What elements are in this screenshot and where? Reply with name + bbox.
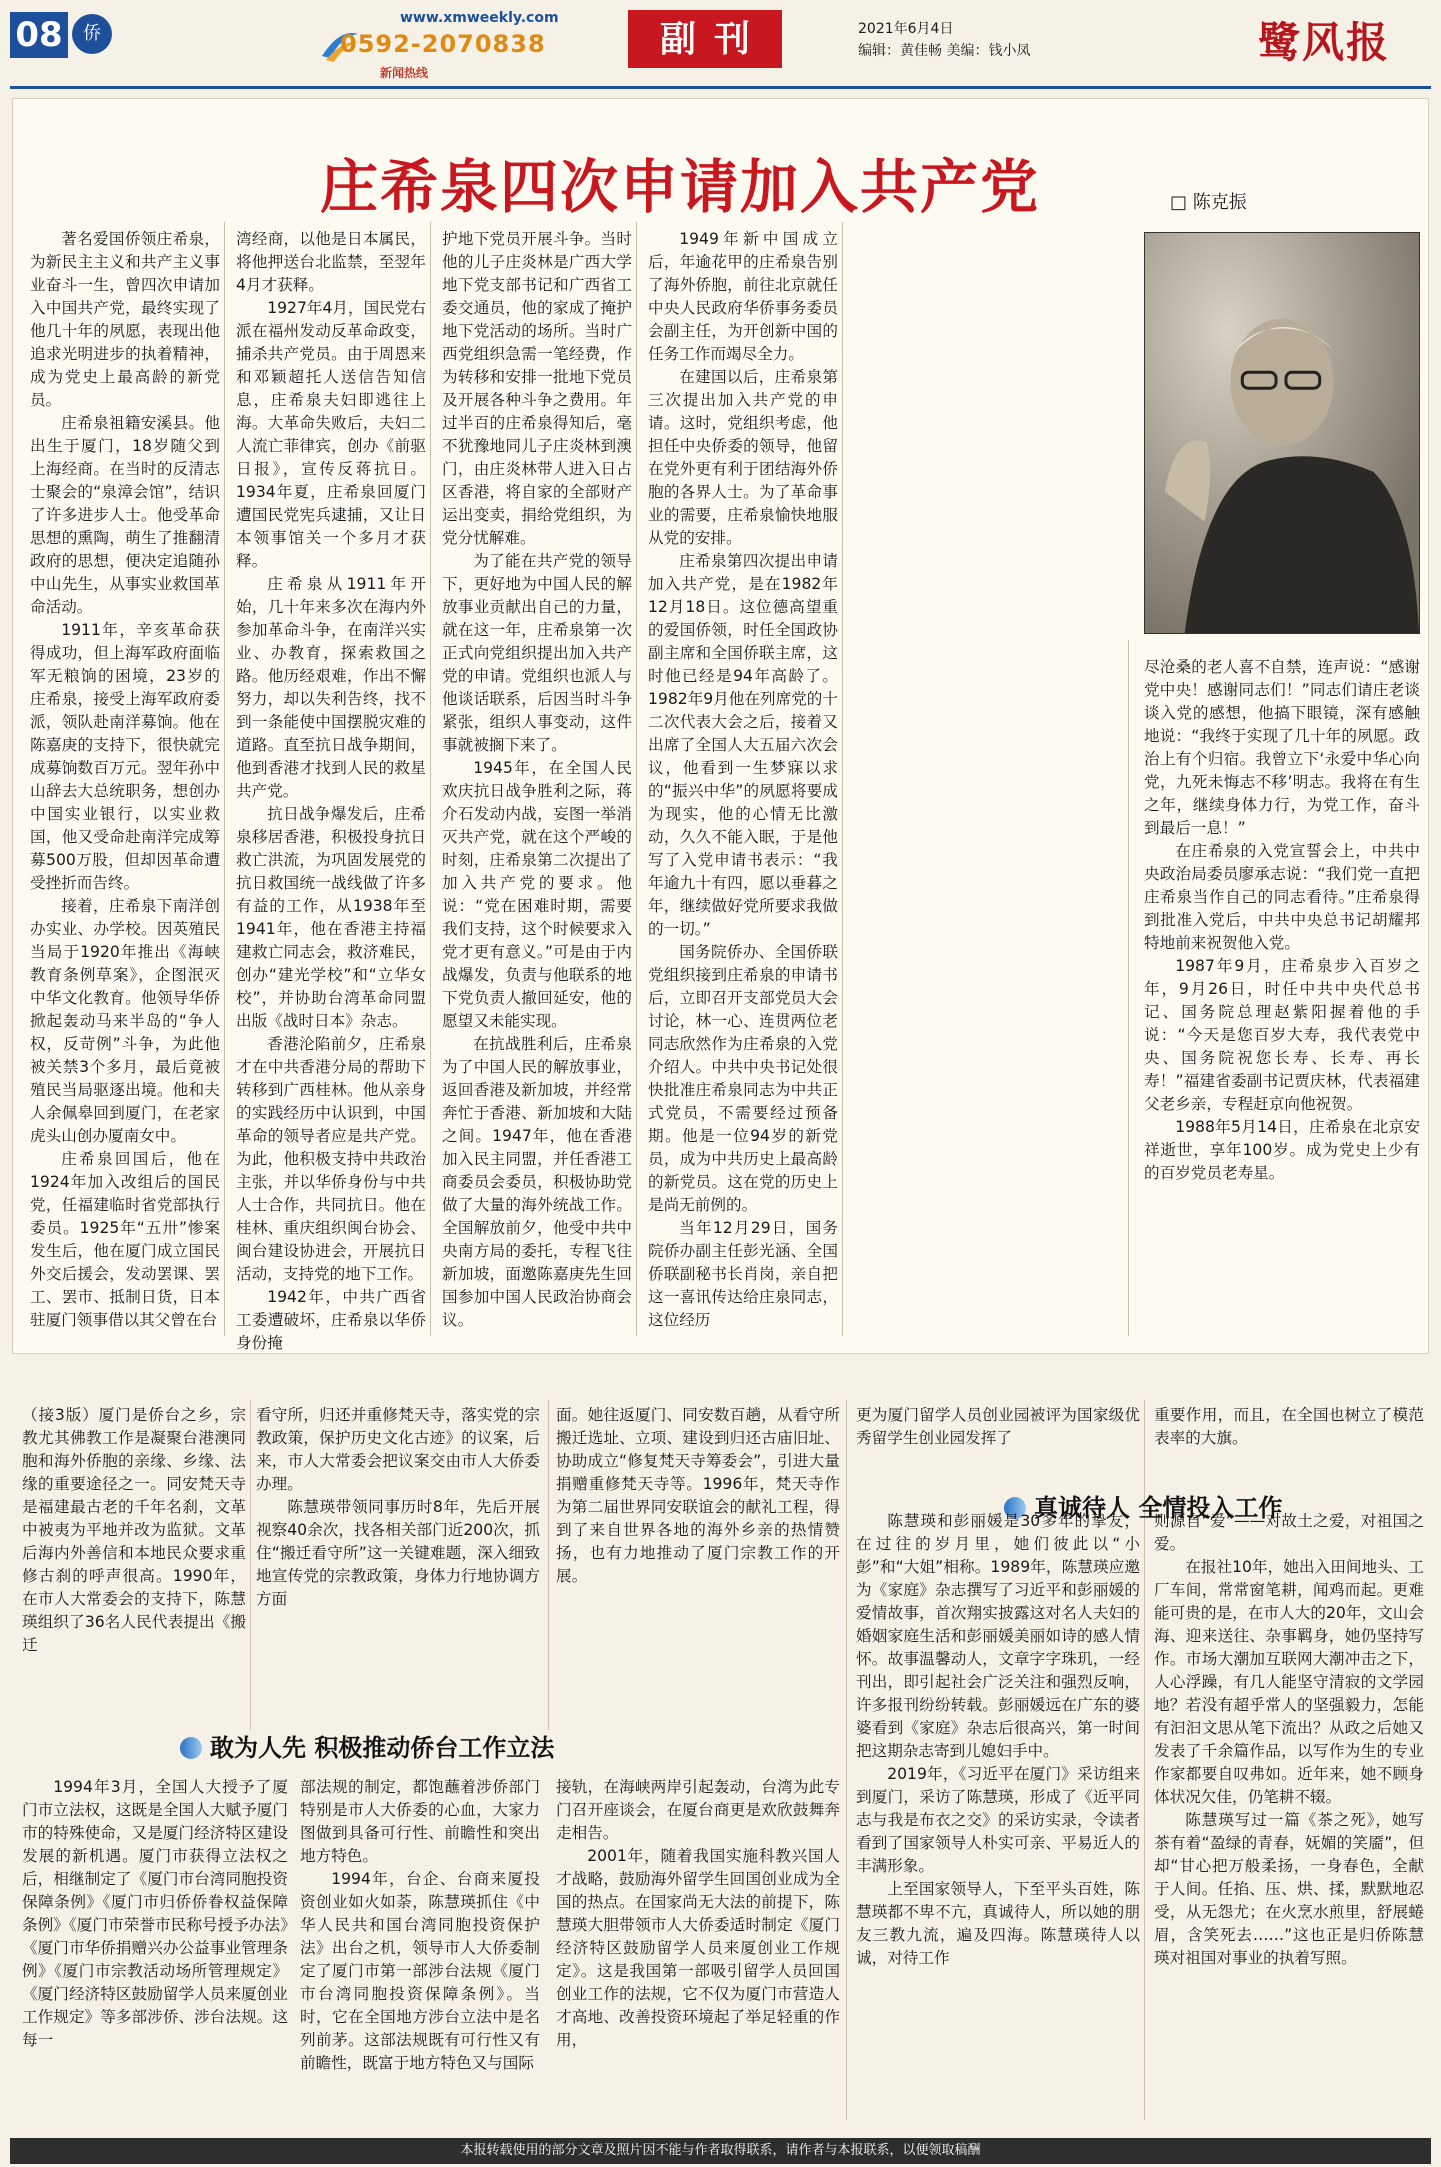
paragraph: 在建国以后，庄希泉第三次提出加入共产党的申请。这时，党组织考虑，他担任中央侨委的领导，他留在党外更有利于团结海外侨胞的各界人士。为了革命事业的需要，庄希泉愉快地服从党的安排。: [648, 368, 838, 547]
editors-credit: 编辑：黄佳畅 美编：钱小凤: [858, 43, 1031, 59]
article-column-1: [30, 228, 220, 1332]
paragraph: 1911年，辛亥革命获得成功，但上海军政府面临军无粮饷的困境，23岁的庄希泉，接受上海军政府委派，领队赴南洋募饷。他在陈嘉庚的支持下，很快就完成募饷数百万元。翌年孙中山辞去大总统职务，想创办中国实业银行，以实业救国，他又受命赴南洋完成筹募500万股，但却因革命遭受挫折而告终。: [30, 621, 220, 892]
paragraph: 庄希泉从1911年开始，几十年来多次在海内外参加革命斗争，在南洋兴实业、办教育，探索救国之路。他历经艰难，作出不懈努力，却以失利告终，找不到一条能使中国摆脱灾难的道路。直至抗日战争期间，他到香港才找到人民的救星共产党。: [236, 575, 426, 800]
lower-article-column-5: [300, 1776, 540, 2075]
masthead-rule: [10, 86, 1431, 89]
paragraph: 在抗战胜利后，庄希泉为了中国人民的解放事业，返回香港及新加坡，并经常奔忙于香港、新加坡和大陆之间。1947年，他在香港加入民主同盟，并任香港工商委员会委员，积极协助党做了大量的海外统战工作。全国解放前夕，他受中共中央南方局的委托，专程飞往新加坡，面邀陈嘉庚先生回国参加中国人民政治协商会议。: [442, 1035, 632, 1329]
column-divider: [842, 222, 843, 1336]
lower-article-column-6: [556, 1776, 840, 2052]
paragraph: 部法规的制定，都饱蘸着涉侨部门特别是市人大侨委的心血，大家力图做到具备可行性、前瞻性和突出地方特色。: [300, 1778, 540, 1865]
paragraph: 1927年4月，国民党右派在福州发动反革命政变，捕杀共产党员。由于周恩来和邓颖超托人送信告知信息，庄希泉夫妇即逃往上海。大革命失败后，夫妇二人流亡菲律宾，创办《前驱日报》，宣传反蒋抗日。1934年夏，庄希泉回厦门遭国民党宪兵逮捕，又让日本领事馆关一个多月才获释。: [236, 299, 426, 570]
issue-date: 2021年6月4日: [858, 21, 954, 37]
paragraph: 1945年，在全国人民欢庆抗日战争胜利之际，蒋介石发动内战，妄图一举消灭共产党，就在这个严峻的时刻，庄希泉第二次提出了加入共产党的要求。他说：“党在困难时期，需要我们支持，这个时候要求入党才更有意义。”可是由于内战爆发，负责与他联系的地下党负责人撤回延安，他的愿望又未能实现。: [442, 759, 632, 1030]
column-divider: [1128, 640, 1129, 1336]
article-author: □ 陈克振: [1170, 192, 1247, 213]
paragraph: 更为厦门留学人员创业园被评为国家级优秀留学生创业园发挥了: [856, 1406, 1140, 1447]
section-title: 副刊: [628, 10, 782, 68]
article-column-3: [442, 228, 632, 1332]
paragraph: 接着，庄希泉下南洋创办实业、办学校。因英殖民当局于1920年推出《海峡教育条例草案》，企图泯灭中华文化教育。他领导华侨掀起轰动马来半岛的“争人权，反苛例”斗争，为此他被关禁3个多月，最后竟被殖民当局驱逐出境。他和夫人余佩皋回到厦门，在老家虎头山创办厦南女中。: [30, 897, 220, 1145]
column-divider: [250, 1400, 251, 1730]
paragraph: 重要作用，而且，在全国也树立了模范表率的大旗。: [1154, 1406, 1424, 1447]
page-number: 08: [10, 12, 68, 58]
paragraph: 在报社10年，她出入田间地头、工厂车间，常常窗笔耕，闻鸡而起。更难能可贵的是，在市人大的20年，文山会海、迎来送往、杂事羁身，她仍坚持写作。市场大潮加互联网大潮冲击之下，人心浮躁，有几人能坚守清寂的文学园地？若没有超乎常人的坚强毅力，怎能有汩汩文思从笔下流出？从政之后她又发表了千余篇作品，以写作为生的专业作家都要自叹弗如。近年来，她不顾身体状况欠佳，仍笔耕不辍。: [1154, 1558, 1424, 1806]
newspaper-brand-logo: 鹭风报: [1258, 18, 1391, 67]
paragraph: 香港沦陷前夕，庄希泉才在中共香港分局的帮助下转移到广西桂林。他从亲身的实践经历中认识到，中国革命的领导者应是共产党。为此，他积极支持中共政治主张，并以华侨身份与中共人士合作，共同抗日。他在桂林、重庆组织闽台协会、闽台建设协进会，开展抗日活动，支持党的地下工作。: [236, 1035, 426, 1283]
lower-article-column-7: [856, 1404, 1140, 1970]
paragraph: 在庄希泉的入党宣誓会上，中共中央政治局委员廖承志说：“我们党一直把庄希泉当作自己的同志看待。”庄希泉得到批准入党后，中共中央总书记胡耀邦特地前来祝贺他入党。: [1144, 842, 1420, 952]
bullet-circle-icon: [180, 1737, 202, 1759]
paragraph: 护地下党员开展斗争。当时他的儿子庄炎林是广西大学地下党支部书记和广西省工委交通员，他的家成了掩护地下党活动的场所。当时广西党组织急需一笔经费，作为转移和安排一批地下党员及开展各种斗争之费用。年过半百的庄希泉得知后，毫不犹豫地同儿子庄炎林到澳门，由庄炎林带人进入日占区香港，将自家的全部财产运出变卖，捐给党组织，为党分忧解难。: [442, 230, 632, 547]
article-column-5: [1144, 656, 1420, 1185]
paragraph: 当年12月29日，国务院侨办副主任彭光涵、全国侨联副秘书长肖岗，亲自把这一喜讯传达给庄泉同志，这位经历: [648, 1219, 838, 1329]
paragraph: 接轨，在海峡两岸引起轰动，台湾为此专门召开座谈会，在厦台商更是欢欣鼓舞奔走相告。: [556, 1778, 840, 1842]
hotline-phone: 0592-2070838: [340, 30, 546, 58]
paragraph: 陈慧瑛带领同事历时8年，先后开展视察40余次，找各相关部门近200次，抓住“搬迁看守所”这一关键难题，深入细致地宣传党的宗教政策，身体力行地协调方方面: [256, 1498, 540, 1608]
paragraph: 庄希泉回国后，他在1924年加入改组后的国民党，任福建临时省党部执行委员。1925年“五卅”惨案发生后，他在厦门成立国民外交后援会，发动罢课、罢工、罢市、抵制日货，日本驻厦门领事借以其父曾在台: [30, 1150, 220, 1329]
column-divider: [224, 222, 225, 1336]
paragraph: 则源自“爱”——对故土之爱，对祖国之爱。: [1154, 1512, 1424, 1553]
paragraph: 为了能在共产党的领导下，更好地为中国人民的解放事业贡献出自己的力量，就在这一年，庄希泉第一次正式向党组织提出加入共产党的申请。党组织也派人与他谈话联系，后因当时斗争紧张，组织人事变动，这件事就被搁下来了。: [442, 552, 632, 754]
page-emblem: 侨: [72, 14, 112, 54]
paragraph: 庄希泉祖籍安溪县。他出生于厦门，18岁随父到上海经商。在当时的反清志士聚会的“泉漳会馆”，结识了许多进步人士。他受革命思想的熏陶，萌生了推翻清政府的思想，便决定追随孙中山先生，从事实业救国革命活动。: [30, 414, 220, 616]
column-divider: [548, 1400, 549, 1730]
lower-article-column-8: [1154, 1404, 1424, 1970]
paragraph: 庄希泉第四次提出申请加入共产党，是在1982年12月18日。这位德高望重的爱国侨领，时任全国政协副主席和全国侨联主席，这时他已经是94年高龄了。1982年9月他在列席党的十二次代表大会之后，接着又出席了全国人大五届六次会议，他看到一生梦寐以求的“振兴中华”的夙愿将要成为现实，他的心情无比激动，久久不能入眠，于是他写了入党申请书表示：“我年逾九十有四，愿以垂暮之年，继续做好党所要求我做的一切。”: [648, 552, 838, 938]
paragraph: 陈慧瑛写过一篇《茶之死》，她写茶有着“盈绿的青春，妩媚的笑靥”，但却“甘心把万般柔扬，一身春色，全献于人间。任掐、压、烘、揉，默默地忍受，从无怨尤；在火烹水煎里，舒展蜷眉，含笑死去……”这也正是归侨陈慧瑛对祖国对事业的执着写照。: [1154, 1811, 1424, 1967]
paragraph: 1987年9月，庄希泉步入百岁之年，9月26日，时任中共中央代总书记、国务院总理赵紫阳握着他的手说：“今天是您百岁大寿，我代表党中央、国务院祝您长寿、长寿、再长寿！”福建省委副书记贾庆林，代表福建父老乡亲，专程赶京向他祝贺。: [1144, 957, 1420, 1113]
paragraph: 1942年，中共广西省工委遭破坏，庄希泉以华侨身份掩: [236, 1288, 426, 1352]
subheading-sincerity: 真诚待人 全情投入工作: [1004, 1488, 1282, 1523]
paragraph: 国务院侨办、全国侨联党组织接到庄希泉的申请书后，立即召开支部党员大会讨论，林一心、连贯两位老同志欣然作为庄希泉的入党介绍人。中共中央书记处很快批准庄希泉同志为中共正式党员，不需要经过预备期。他是一位94岁的新党员，成为中共历史上最高龄的新党员。这在党的历史上是尚无前例的。: [648, 943, 838, 1214]
lower-article-column-3: [556, 1404, 840, 1588]
column-divider: [636, 222, 637, 1336]
footer-notice: 本报转载使用的部分文章及照片因不能与作者取得联系，请作者与本报联系，以便领取稿酬: [10, 2138, 1431, 2164]
paragraph: 1949年新中国成立后，年逾花甲的庄希泉告别了海外侨胞，前往北京就任中央人民政府华侨事务委员会副主任，为开创新中国的任务工作而竭尽全力。: [648, 230, 838, 363]
article-column-4: [648, 228, 838, 1332]
paragraph: （接3版）厦门是侨台之乡，宗教尤其佛教工作是凝聚台港澳同胞和海外侨胞的亲缘、乡缘、法缘的重要途径之一。同安梵天寺是福建最古老的千年名刹，文革中被夷为平地并改为监狱。文革后海内外善信和本地民众要求重修古刹的呼声很高。1990年，在市人大常委会的支持下，陈慧瑛组织了36名人民代表提出《搬迁: [22, 1406, 246, 1654]
paragraph: 2001年，随着我国实施科教兴国人才战略，鼓励海外留学生回国创业成为全国的热点。在国家尚无大法的前提下，陈慧瑛大胆带领市人大侨委适时制定《厦门经济特区鼓励留学人员来厦创业工作规定》。这是我国第一部吸引留学人员回国创业工作的法规，它不仅为厦门市营造人才高地、改善投资环境起了举足轻重的作用，: [556, 1847, 840, 2049]
paragraph: 看守所，归还并重修梵天寺，落实党的宗教政策，保护历史文化古迹》的议案，后来，市人大常委会把议案交由市人大侨委办理。: [256, 1406, 540, 1493]
column-divider: [430, 222, 431, 1336]
paragraph: 湾经商，以他是日本属民，将他押送台北监禁，至翌年4月才获释。: [236, 230, 426, 294]
paragraph: 1988年5月14日，庄希泉在北京安祥逝世，享年100岁。成为党史上少有的百岁党员老寿星。: [1144, 1118, 1420, 1182]
paragraph: 面。她往返厦门、同安数百趟，从看守所搬迁选址、立项、建设到归还古庙旧址、协助成立“修复梵天寺筹委会”，引进大量捐赠重修梵天寺等。1996年，梵天寺作为第二届世界同安联谊会的献礼工程，得到了来自世界各地的海外乡亲的热情赞扬，也有力地推动了厦门宗教工作的开展。: [556, 1406, 840, 1585]
article-title: 庄希泉四次申请加入共产党: [320, 153, 1041, 221]
paragraph: 尽沧桑的老人喜不自禁，连声说：“感谢党中央！感谢同志们！”同志们请庄老谈谈入党的感想，他搞下眼镜，深有感触地说：“我终于实现了几十年的夙愿。政治上有个归宿。我曾立下‘永爱中华心向党，九死未悔志不移’明志。我将在有生之年，继续身体力行，为党工作，奋斗到最后一息！”: [1144, 658, 1420, 837]
paragraph: 抗日战争爆发后，庄希泉移居香港，积极投身抗日救亡洪流，为巩固发展党的抗日救国统一战线做了许多有益的工作，从1938年至1941年，他在香港主持福建救亡同志会，救济难民，创办“建光学校”和“立华女校”，并协助台湾革命同盟出版《战时日本》杂志。: [236, 805, 426, 1030]
article-column-2: [236, 228, 426, 1355]
paragraph: 1994年，台企、台商来厦投资创业如火如荼，陈慧瑛抓住《中华人民共和国台湾同胞投资保护法》出台之机，领导市人大侨委制定了厦门市第一部涉台法规《厦门市台湾同胞投资保障条例》。当时，它在全国地方涉台立法中是名列前茅。这部法规既有可行性又有前瞻性，既富于地方特色又与国际: [300, 1870, 540, 2072]
column-divider: [846, 1400, 847, 2120]
lower-article-column-4: [22, 1776, 288, 2052]
paragraph: 1994年3月，全国人大授予了厦门市立法权，这既是全国人大赋予厦门市的特殊使命，又是厦门经济特区建设发展的新机遇。厦门市获得立法权之后，相继制定了《厦门市台湾同胞投资保障条例》《厦门市归侨侨眷权益保障条例》《厦门市荣誉市民称号授予办法》《厦门市华侨捐赠兴办公益事业管理条例》《厦门市宗教活动场所管理规定》《厦门经济特区鼓励留学人员来厦创业工作规定》等多部涉侨、涉台法规。这每一: [22, 1778, 288, 2049]
paragraph: 2019年，《习近平在厦门》采访组来到厦门，采访了陈慧瑛，形成了《近平同志与我是布衣之交》的采访实录，令读者看到了国家领导人朴实可亲、平易近人的丰满形象。: [856, 1765, 1140, 1875]
paragraph: 著名爱国侨领庄希泉，为新民主主义和共产主义事业奋斗一生，曾四次申请加入中国共产党，最终实现了他几十年的夙愿，表现出他追求光明进步的执着精神，成为党史上最高龄的新党员。: [30, 230, 220, 409]
lower-article-column-1: [22, 1404, 246, 1657]
website-link[interactable]: www.xmweekly.com: [400, 10, 559, 26]
hotline-label: 新闻热线: [380, 66, 429, 80]
lower-article-column-2: [256, 1404, 540, 1611]
subheading-legislation: 敢为人先 积极推动侨台工作立法: [180, 1728, 554, 1763]
paragraph: 上至国家领导人，下至平头百姓，陈慧瑛都不卑不亢，真诚待人，所以她的朋友三教九流，遍及四海。陈慧瑛待人以诚，对待工作: [856, 1880, 1140, 1967]
paragraph: 陈慧瑛和彭丽媛是30多年的挚友，在过往的岁月里，她们彼此以“小彭”和“大姐”相称。1989年，陈慧瑛应邀为《家庭》杂志撰写了习近平和彭丽媛的爱情故事，首次翔实披露这对名人夫妇的婚姻家庭生活和彭丽媛美丽如诗的感人情怀。故事温馨动人，文章字字珠玑，一经刊出，即引起社会广泛关注和强烈反响，许多报刊纷纷转载。彭丽媛远在广东的婆婆看到《家庭》杂志后很高兴，第一时间把这期杂志寄到儿媳妇手中。: [856, 1512, 1140, 1760]
portrait-photo: [1144, 232, 1420, 634]
